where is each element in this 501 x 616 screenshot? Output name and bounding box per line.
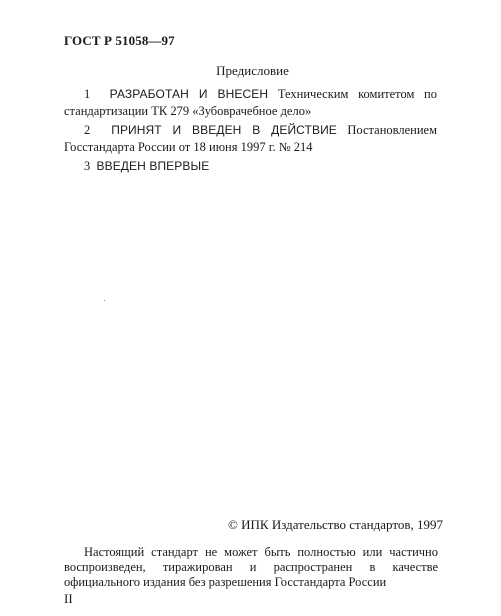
foreword-title: Предисловие xyxy=(216,63,289,78)
reproduction-notice: Настоящий стандарт не может быть полностью или частично воспроизведен, тиражирован и распространен в качестве официального издания без разрешения Госстандарта России xyxy=(64,545,438,589)
item-3-caps: ВВЕДЕН ВПЕРВЫЕ xyxy=(96,159,210,173)
copyright-line: © ИПК Издательство стандартов, 1997 xyxy=(228,517,443,532)
item-2-number: 2 xyxy=(84,123,91,137)
page-number: II xyxy=(64,591,73,606)
foreword-item-2 xyxy=(64,122,437,156)
foreword-item-1 xyxy=(64,86,437,120)
foreword-item-3 xyxy=(64,158,437,175)
item-3-number: 3 xyxy=(84,159,91,173)
item-1-text: Техническим комитетом по стандартизации ТК 279 «Зубоврачебное дело» xyxy=(64,87,437,118)
scan-speck xyxy=(104,300,105,301)
item-2-caps: ПРИНЯТ И ВВЕДЕН В ДЕЙСТВИЕ xyxy=(111,123,337,137)
item-1-number: 1 xyxy=(84,87,91,101)
item-1-caps: РАЗРАБОТАН И ВНЕСЕН xyxy=(109,87,269,101)
standard-code: ГОСТ Р 51058—97 xyxy=(64,33,175,48)
item-2-text: Постановлением Госстандарта России от 18 июня 1997 г. № 214 xyxy=(64,123,438,154)
